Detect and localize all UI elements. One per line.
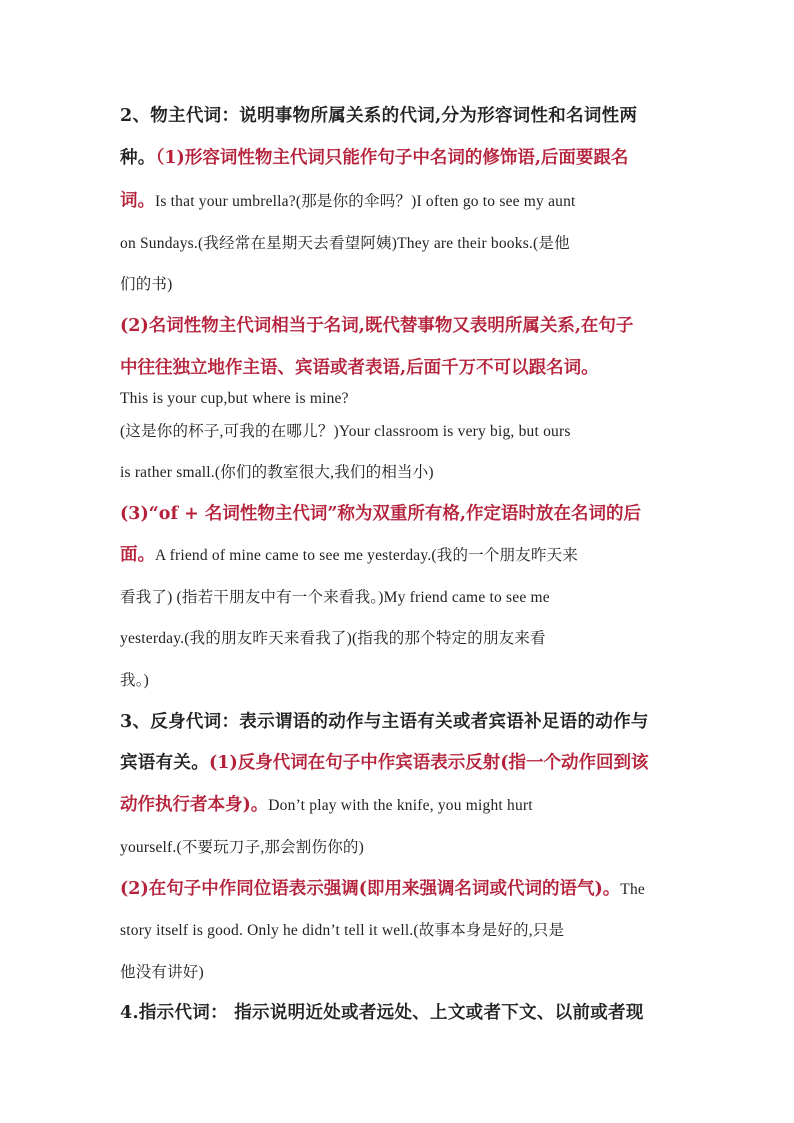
example-text: 我。) (120, 672, 150, 689)
text-line (120, 920, 564, 941)
example-text: yesterday.(我的朋友昨天来看我了)(指我的那个特定的朋友来看 (120, 630, 546, 647)
highlighted-rule-text: 词。 (120, 191, 155, 211)
example-text: Don’t play with the knife, you might hurt (268, 797, 533, 814)
highlighted-rule-text: 动作执行者本身)。 (120, 795, 269, 815)
text-line (120, 753, 649, 773)
example-text: Is that your umbrella?(那是你的伞吗？)I often go to see my aunt (155, 193, 576, 210)
example-text: 看我了) (指若干朋友中有一个来看我。)My friend came to see me (120, 589, 550, 606)
highlighted-rule-text: (1)反身代词在句子中作宾语表示反射(指一个动作回到该 (209, 753, 649, 773)
highlighted-rule-text: (2)名词性物主代词相当于名词,既代替事物又表明所属关系,在句子 (120, 316, 634, 336)
text-line (120, 274, 172, 295)
example-text: 们的书) (120, 276, 173, 293)
example-text: story itself is good. Only he didn’t tell it well.(故事本身是好的,只是 (120, 922, 565, 939)
heading-text: 2、物主代词：说明事物所属关系的代词,分为形容词性和名词性两 (120, 106, 638, 126)
text-line (120, 712, 649, 732)
example-text: yourself.(不要玩刀子,那会割伤你的) (120, 839, 364, 856)
highlighted-rule-text: 面。 (120, 545, 155, 565)
example-text: The (620, 881, 645, 898)
text-line (120, 106, 637, 126)
text-line (120, 670, 149, 691)
example-text: This is your cup,but where is mine? (120, 390, 349, 407)
example-text: 他没有讲好) (120, 964, 204, 981)
heading-text: 4.指示代词： 指示说明近处或者远处、上文或者下文、以前或者现 (120, 1003, 644, 1023)
text-line (120, 879, 645, 900)
example-text: (这是你的杯子,可我的在哪儿？)Your classroom is very big, but ours (120, 423, 571, 440)
text-line (120, 628, 546, 649)
text-line (120, 421, 571, 442)
highlighted-rule-text: 中往往独立地作主语、宾语或者表语,后面千万不可以跟名词。 (120, 358, 599, 378)
heading-text: 种。 (120, 148, 156, 168)
text-line (120, 837, 364, 858)
text-line (120, 962, 204, 983)
heading-text: 宾语有关。 (120, 753, 209, 773)
text-line (120, 191, 576, 212)
text-line (120, 795, 533, 816)
text-line (120, 388, 349, 409)
text-line (120, 148, 628, 168)
text-line (120, 587, 550, 608)
text-line (120, 316, 633, 336)
example-text: on Sundays.(我经常在星期天去看望阿姨)They are their books.(是他 (120, 235, 570, 252)
text-line (120, 1003, 644, 1023)
example-text: is rather small.(你们的教室很大,我们的相当小) (120, 464, 434, 481)
text-line (120, 504, 641, 524)
text-line (120, 462, 434, 483)
highlighted-rule-text: (3)“of + 名词性物主代词”称为双重所有格,作定语时放在名词的后 (120, 504, 642, 524)
heading-text: 3、反身代词：表示谓语的动作与主语有关或者宾语补足语的动作与 (120, 712, 649, 732)
text-line (120, 358, 599, 378)
highlighted-rule-text: (2)在句子中作同位语表示强调(即用来强调名词或代词的语气)。 (120, 879, 621, 899)
highlighted-rule-text: （1)形容词性物主代词只能作句子中名词的修饰语,后面要跟名 (155, 148, 629, 168)
text-line (120, 545, 578, 566)
example-text: A friend of mine came to see me yesterday.(我的一个朋友昨天来 (155, 547, 579, 564)
text-line (120, 233, 570, 254)
